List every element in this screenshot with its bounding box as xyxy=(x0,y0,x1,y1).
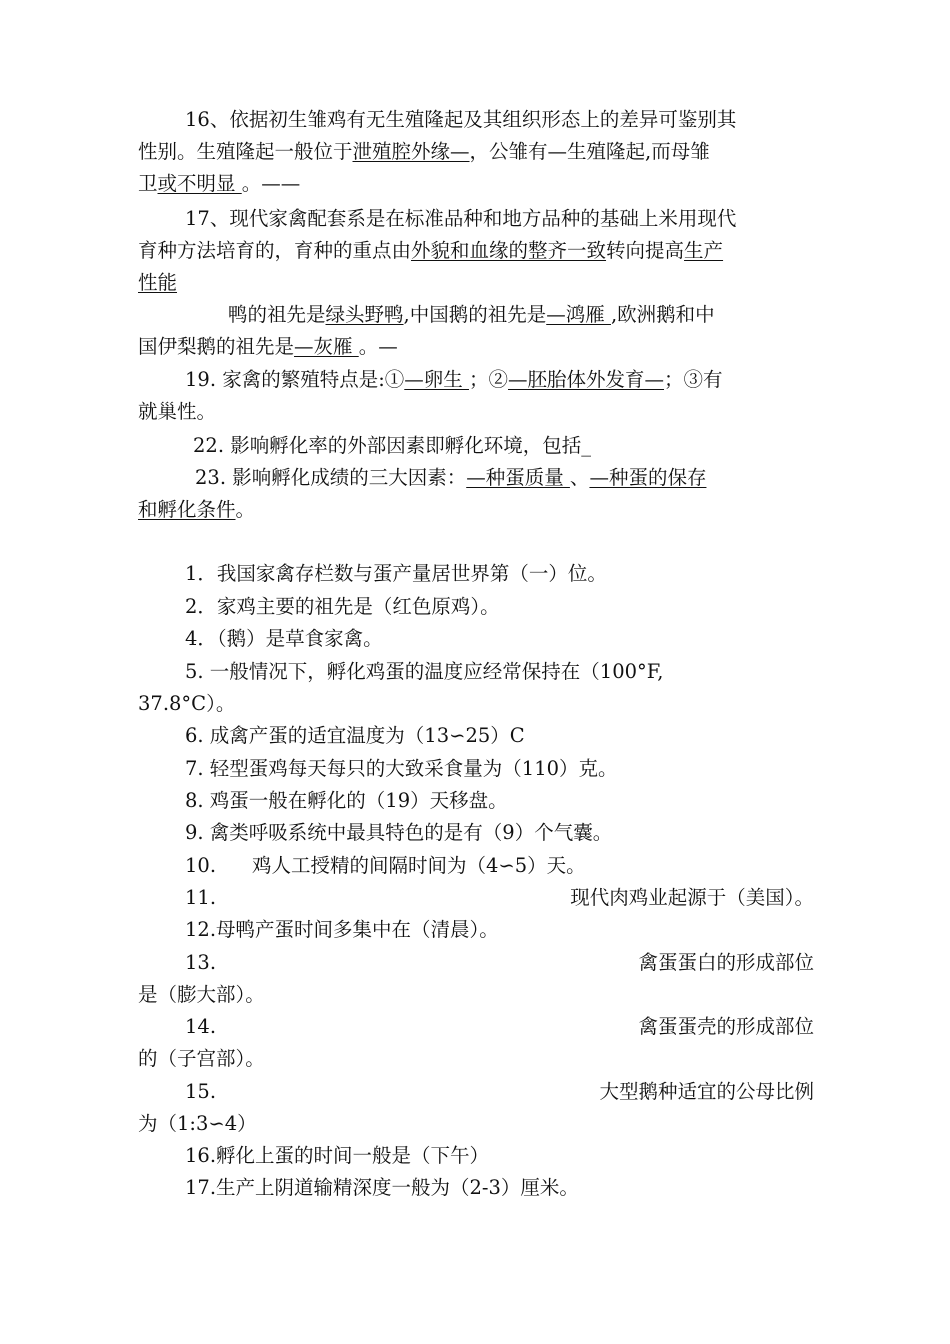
answer-item xyxy=(138,1108,814,1140)
answer-text: 5. 一般情况下，孵化鸡蛋的温度应经常保持在（100°F, xyxy=(185,660,664,683)
q16-line-2 xyxy=(138,136,814,168)
answer-text: 7. 轻型蛋鸡每天每只的大致采食量为（110）克。 xyxy=(185,757,618,780)
q17-line-2 xyxy=(138,235,814,267)
answer-item xyxy=(185,656,814,688)
answer-item xyxy=(138,979,814,1011)
q16-answer: 泄殖腔外缘— xyxy=(352,140,470,163)
answer-item xyxy=(185,1172,814,1204)
answer-text: 2．家鸡主要的祖先是（红色原鸡）。 xyxy=(185,595,500,618)
q23-answer: —种蛋质量 xyxy=(466,466,570,489)
answer-item xyxy=(185,623,814,655)
answer-text: 4．（鹅）是草食家禽。 xyxy=(185,627,383,650)
q18-text: ,中国鹅的祖先是 xyxy=(403,303,547,326)
q19-text: 就巢性。 xyxy=(138,400,217,423)
q18-text: 。— xyxy=(358,335,398,358)
q19-line-2 xyxy=(138,396,814,428)
q17-line-1 xyxy=(185,203,814,235)
answer-text: 现代肉鸡业起源于（美国）。 xyxy=(570,886,814,909)
answer-text: 16.孵化上蛋的时间一般是（下午） xyxy=(185,1144,490,1167)
q23-answer: —种蛋的保存 xyxy=(589,466,707,489)
q19-text: ；③有 xyxy=(664,368,723,391)
q18-text: ,欧洲鹅和中 xyxy=(610,303,715,326)
answer-text: 37.8°C）。 xyxy=(138,692,236,715)
answer-item xyxy=(185,914,814,946)
answer-item xyxy=(185,882,814,914)
answer-item xyxy=(185,1076,814,1108)
q17-answer: 外貌和血缘的整齐一致 xyxy=(411,239,607,262)
answer-number: 10. xyxy=(185,854,217,877)
q17-answer: 生产 xyxy=(684,239,724,262)
answer-item xyxy=(185,753,814,785)
answer-item xyxy=(138,1043,814,1075)
answer-item xyxy=(185,558,814,590)
q23-line-2 xyxy=(138,494,814,526)
q16-text: ，公雏有—生殖隆起,而母雏 xyxy=(469,140,710,163)
answer-text: 8. 鸡蛋一般在孵化的（19）天移盘。 xyxy=(185,789,508,812)
q17-text: 转向提高 xyxy=(606,239,685,262)
q16-text: 卫 xyxy=(138,172,158,195)
answer-item xyxy=(185,720,814,752)
q22-line xyxy=(193,430,814,462)
answer-item xyxy=(185,947,814,979)
answer-text: 是（膨大部）。 xyxy=(138,983,265,1006)
q23-text: 23. 影响孵化成绩的三大因素： xyxy=(195,466,467,489)
answer-text: 为（1:3∽4） xyxy=(138,1112,257,1135)
answer-text: 9. 禽类呼吸系统中最具特色的是有（9）个气囊。 xyxy=(185,821,613,844)
q19-text: ；② xyxy=(468,368,508,391)
answer-number: 11. xyxy=(185,886,217,909)
q19-line-1 xyxy=(185,364,814,396)
q18-answer: 绿头野鸭 xyxy=(325,303,404,326)
q16-text: 。—— xyxy=(241,172,301,195)
q22-text: 22. 影响孵化率的外部因素即孵化环境，包括_ xyxy=(193,434,591,457)
answer-item xyxy=(185,1011,814,1043)
answer-text: 鸡人工授精的间隔时间为（4∽5）天。 xyxy=(252,854,586,877)
answer-text: 的（子宫部）。 xyxy=(138,1047,265,1070)
answer-item xyxy=(185,850,814,882)
q23-line-1 xyxy=(195,462,814,494)
q16-text: 16、依据初生雏鸡有无生殖隆起及其组织形态上的差异可鉴别其 xyxy=(185,108,737,131)
answer-text: 1．我国家禽存栏数与蛋产量居世界第（一）位。 xyxy=(185,562,607,585)
answer-item xyxy=(185,591,814,623)
q16-answer: 或不明显 xyxy=(157,172,242,195)
answer-item xyxy=(185,817,814,849)
q17-text: 17、现代家禽配套系是在标准品种和地方品种的基础上米用现代 xyxy=(185,207,737,230)
q19-answer: —胚胎体外发育— xyxy=(508,368,665,391)
q23-text: 、 xyxy=(569,466,590,489)
answer-text: 17.生产上阴道输精深度一般为（2-3）厘米。 xyxy=(185,1176,579,1199)
q17-line-3 xyxy=(138,267,814,299)
answer-number: 15. xyxy=(185,1080,217,1103)
answer-item xyxy=(185,1140,814,1172)
answer-text: 6. 成禽产蛋的适宜温度为（13∽25）C xyxy=(185,724,525,747)
q23-text: 。 xyxy=(235,498,256,521)
q23-answer: 和孵化条件 xyxy=(138,498,236,521)
q18-line-2 xyxy=(138,331,814,363)
q18-text: 国伊梨鹅的祖先是 xyxy=(138,335,295,358)
q18-text: 鸭的祖先是 xyxy=(228,303,326,326)
q17-answer: 性能 xyxy=(138,271,178,294)
answer-text: 大型鹅种适宜的公母比例 xyxy=(599,1080,814,1103)
q18-answer: —灰雁 xyxy=(294,335,359,358)
q19-answer: —卵生 xyxy=(404,368,469,391)
q18-line-1 xyxy=(228,299,814,331)
answer-number: 14. xyxy=(185,1015,217,1038)
q16-line-1 xyxy=(185,104,814,136)
answer-text: 禽蛋蛋白的形成部位 xyxy=(638,951,814,974)
q19-text: 19. 家禽的繁殖特点是:① xyxy=(185,368,405,391)
answer-item xyxy=(185,785,814,817)
q16-text: 性别。生殖隆起一般位于 xyxy=(138,140,353,163)
answer-text: 禽蛋蛋壳的形成部位 xyxy=(638,1015,814,1038)
q17-text: 育种方法培育的，育种的重点由 xyxy=(138,239,412,262)
answer-item xyxy=(138,688,814,720)
answer-number: 13. xyxy=(185,951,217,974)
answer-text: 12.母鸭产蛋时间多集中在（清晨）。 xyxy=(185,918,499,941)
q18-answer: —鸿雁 xyxy=(546,303,611,326)
q16-line-3 xyxy=(138,168,814,200)
